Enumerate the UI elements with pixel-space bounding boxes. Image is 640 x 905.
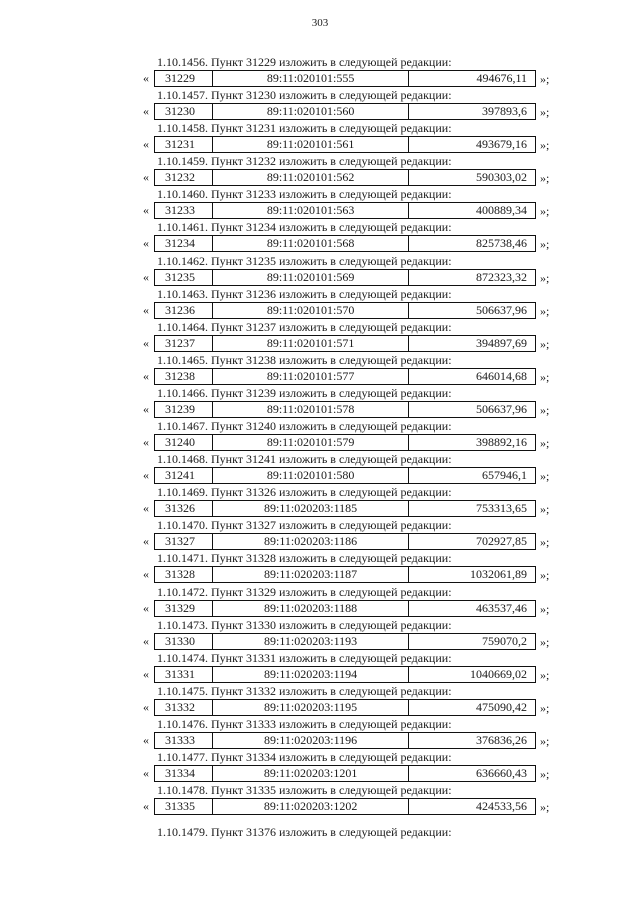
- amendment-heading: 1.10.1466. Пункт 31239 изложить в следующей редакции:: [157, 385, 452, 400]
- cadastral-number-cell: 89:11:020101:560: [213, 104, 409, 119]
- amendment-heading: 1.10.1471. Пункт 31328 изложить в следующей редакции:: [157, 551, 452, 566]
- amendment-item: [0, 618, 640, 651]
- opening-quote: «: [143, 633, 149, 648]
- cadastral-value-cell: 424533,56: [476, 799, 527, 814]
- item-number-cell: 31328: [155, 567, 213, 582]
- item-number-cell: 31239: [155, 402, 213, 417]
- cadastral-value-cell: 400889,34: [476, 203, 527, 218]
- amendment-item: [0, 518, 640, 551]
- item-number-cell: 31327: [155, 534, 213, 549]
- amendment-list: [0, 55, 640, 816]
- record-table-row: [154, 70, 536, 87]
- cadastral-value-cell: 506637,96: [476, 401, 527, 416]
- cadastral-number-cell: 89:11:020101:577: [213, 369, 409, 384]
- closing-quote: »;: [540, 402, 550, 417]
- amendment-item: [0, 551, 640, 584]
- record-table-row: [154, 136, 536, 153]
- opening-quote: «: [143, 666, 149, 681]
- closing-quote: »;: [540, 733, 550, 748]
- amendment-item: [0, 585, 640, 618]
- cadastral-number-cell: 89:11:020203:1201: [213, 766, 409, 781]
- amendment-item: [0, 121, 640, 154]
- closing-quote: »;: [540, 237, 550, 252]
- cadastral-number-cell: 89:11:020101:570: [213, 303, 409, 318]
- item-number-cell: 31232: [155, 170, 213, 185]
- record-table-row: [154, 368, 536, 385]
- cadastral-value-cell: 590303,02: [476, 170, 527, 185]
- record-table-row: [154, 533, 536, 550]
- amendment-heading: 1.10.1462. Пункт 31235 изложить в следующей редакции:: [157, 253, 452, 268]
- cadastral-value-cell: 753313,65: [476, 501, 527, 516]
- opening-quote: «: [143, 468, 149, 483]
- record-table-row: [154, 103, 536, 120]
- closing-quote: »;: [540, 270, 550, 285]
- opening-quote: «: [143, 799, 149, 814]
- item-number-cell: 31238: [155, 369, 213, 384]
- cadastral-number-cell: 89:11:020101:571: [213, 336, 409, 351]
- cadastral-number-cell: 89:11:020203:1196: [213, 733, 409, 748]
- amendment-heading: 1.10.1465. Пункт 31238 изложить в следующей редакции:: [157, 352, 452, 367]
- opening-quote: «: [143, 236, 149, 251]
- cadastral-value-cell: 397893,6: [482, 104, 527, 119]
- closing-quote: »;: [540, 336, 550, 351]
- amendment-item: [0, 88, 640, 121]
- record-table-row: [154, 335, 536, 352]
- amendment-heading: 1.10.1472. Пункт 31329 изложить в следующей редакции:: [157, 584, 452, 599]
- opening-quote: «: [143, 269, 149, 284]
- closing-quote: »;: [540, 700, 550, 715]
- amendment-heading: 1.10.1457. Пункт 31230 изложить в следующей редакции:: [157, 88, 452, 103]
- amendment-item: [0, 750, 640, 783]
- closing-quote: »;: [540, 800, 550, 815]
- closing-quote: »;: [540, 766, 550, 781]
- item-number-cell: 31231: [155, 137, 213, 152]
- opening-quote: «: [143, 699, 149, 714]
- opening-quote: «: [143, 302, 149, 317]
- cadastral-number-cell: 89:11:020101:580: [213, 468, 409, 483]
- cadastral-number-cell: 89:11:020101:562: [213, 170, 409, 185]
- record-table-row: [154, 169, 536, 186]
- record-table-row: [154, 202, 536, 219]
- record-row: [0, 235, 640, 252]
- closing-quote: »;: [540, 502, 550, 517]
- record-row: [0, 500, 640, 517]
- cadastral-value-cell: 493679,16: [476, 137, 527, 152]
- amendment-item: [0, 452, 640, 485]
- opening-quote: «: [143, 401, 149, 416]
- record-row: [0, 732, 640, 749]
- item-number-cell: 31334: [155, 766, 213, 781]
- item-number-cell: 31333: [155, 733, 213, 748]
- closing-quote: »;: [540, 436, 550, 451]
- record-table-row: [154, 500, 536, 517]
- amendment-heading: 1.10.1470. Пункт 31327 изложить в следующей редакции:: [157, 518, 452, 533]
- record-row: [0, 169, 640, 186]
- cadastral-number-cell: 89:11:020203:1202: [213, 799, 409, 814]
- opening-quote: «: [143, 534, 149, 549]
- amendment-item: [0, 220, 640, 253]
- cadastral-value-cell: 506637,96: [476, 302, 527, 317]
- opening-quote: «: [143, 732, 149, 747]
- amendment-item: [0, 254, 640, 287]
- cadastral-value-cell: 1032061,89: [470, 567, 527, 582]
- cadastral-number-cell: 89:11:020203:1193: [213, 634, 409, 649]
- cadastral-number-cell: 89:11:020101:568: [213, 236, 409, 251]
- record-row: [0, 136, 640, 153]
- amendment-heading: 1.10.1476. Пункт 31333 изложить в следующей редакции:: [157, 716, 452, 731]
- cadastral-value-cell: 463537,46: [476, 600, 527, 615]
- cadastral-number-cell: 89:11:020203:1187: [213, 567, 409, 582]
- cadastral-number-cell: 89:11:020101:555: [213, 71, 409, 86]
- record-table-row: [154, 633, 536, 650]
- page-number: 303: [311, 17, 329, 29]
- record-table-row: [154, 732, 536, 749]
- amendment-item: [0, 684, 640, 717]
- record-row: [0, 368, 640, 385]
- amendment-heading: 1.10.1456. Пункт 31229 изложить в следующей редакции:: [157, 55, 452, 69]
- cadastral-number-cell: 89:11:020101:563: [213, 203, 409, 218]
- amendment-item: [0, 55, 640, 88]
- amendment-item: [0, 154, 640, 187]
- record-table-row: [154, 566, 536, 583]
- item-number-cell: 31235: [155, 270, 213, 285]
- cadastral-number-cell: 89:11:020203:1186: [213, 534, 409, 549]
- amendment-heading: 1.10.1478. Пункт 31335 изложить в следующей редакции:: [157, 783, 452, 798]
- closing-quote: »;: [540, 634, 550, 649]
- record-row: [0, 269, 640, 286]
- item-number-cell: 31241: [155, 468, 213, 483]
- amendment-heading: 1.10.1469. Пункт 31326 изложить в следующей редакции:: [157, 485, 452, 500]
- record-table-row: [154, 765, 536, 782]
- record-row: [0, 202, 640, 219]
- amendment-heading: 1.10.1459. Пункт 31232 изложить в следующей редакции:: [157, 154, 452, 169]
- amendment-item: [0, 651, 640, 684]
- item-number-cell: 31237: [155, 336, 213, 351]
- closing-quote: »;: [540, 204, 550, 219]
- cadastral-value-cell: 636660,43: [476, 765, 527, 780]
- record-row: [0, 699, 640, 716]
- opening-quote: «: [143, 104, 149, 119]
- cadastral-number-cell: 89:11:020203:1194: [213, 667, 409, 682]
- amendment-item: [0, 320, 640, 353]
- amendment-item: [0, 287, 640, 320]
- cadastral-number-cell: 89:11:020101:579: [213, 435, 409, 450]
- record-row: [0, 633, 640, 650]
- amendment-item: [0, 717, 640, 750]
- closing-quote: »;: [540, 601, 550, 616]
- amendment-heading: 1.10.1468. Пункт 31241 изложить в следующей редакции:: [157, 452, 452, 467]
- record-row: [0, 798, 640, 815]
- amendment-heading: 1.10.1477. Пункт 31334 изложить в следующей редакции:: [157, 749, 452, 764]
- record-row: [0, 467, 640, 484]
- item-number-cell: 31331: [155, 667, 213, 682]
- closing-quote: »;: [540, 171, 550, 186]
- item-number-cell: 31335: [155, 799, 213, 814]
- record-row: [0, 401, 640, 418]
- item-number-cell: 31233: [155, 203, 213, 218]
- item-number-cell: 31229: [155, 71, 213, 86]
- opening-quote: «: [143, 170, 149, 185]
- record-row: [0, 103, 640, 120]
- record-row: [0, 666, 640, 683]
- cadastral-number-cell: 89:11:020203:1185: [213, 501, 409, 516]
- record-row: [0, 533, 640, 550]
- amendment-heading: 1.10.1458. Пункт 31231 изложить в следующей редакции:: [157, 121, 452, 136]
- amendment-heading: 1.10.1475. Пункт 31332 изложить в следующей редакции:: [157, 683, 452, 698]
- item-number-cell: 31329: [155, 601, 213, 616]
- record-row: [0, 335, 640, 352]
- opening-quote: «: [143, 368, 149, 383]
- closing-quote: »;: [540, 369, 550, 384]
- amendment-item: [0, 187, 640, 220]
- opening-quote: «: [143, 765, 149, 780]
- closing-quote: »;: [540, 667, 550, 682]
- record-table-row: [154, 467, 536, 484]
- cadastral-number-cell: 89:11:020101:569: [213, 270, 409, 285]
- opening-quote: «: [143, 137, 149, 152]
- opening-quote: «: [143, 435, 149, 450]
- opening-quote: «: [143, 567, 149, 582]
- record-table-row: [154, 269, 536, 286]
- cadastral-value-cell: 494676,11: [476, 71, 527, 85]
- cadastral-value-cell: 657946,1: [482, 468, 527, 483]
- closing-quote: »;: [540, 568, 550, 583]
- record-table-row: [154, 600, 536, 617]
- amendment-heading: 1.10.1461. Пункт 31234 изложить в следующей редакции:: [157, 220, 452, 235]
- record-row: [0, 566, 640, 583]
- amendment-heading: 1.10.1463. Пункт 31236 изложить в следующей редакции:: [157, 286, 452, 301]
- record-table-row: [154, 699, 536, 716]
- opening-quote: «: [143, 203, 149, 218]
- cadastral-value-cell: 376836,26: [476, 732, 527, 747]
- record-row: [0, 434, 640, 451]
- cadastral-value-cell: 759070,2: [482, 633, 527, 648]
- cadastral-value-cell: 394897,69: [476, 335, 527, 350]
- closing-quote: »;: [540, 72, 550, 86]
- record-table-row: [154, 798, 536, 815]
- amendment-heading-last: 1.10.1479. Пункт 31376 изложить в следующей редакции:: [157, 825, 452, 839]
- record-row: [0, 765, 640, 782]
- amendment-heading: 1.10.1467. Пункт 31240 изложить в следующей редакции:: [157, 419, 452, 434]
- cadastral-value-cell: 872323,32: [476, 269, 527, 284]
- record-row: [0, 302, 640, 319]
- record-table-row: [154, 235, 536, 252]
- item-number-cell: 31332: [155, 700, 213, 715]
- opening-quote: «: [143, 600, 149, 615]
- amendment-heading: 1.10.1473. Пункт 31330 изложить в следующей редакции:: [157, 617, 452, 632]
- item-number-cell: 31234: [155, 236, 213, 251]
- record-row: [0, 600, 640, 617]
- cadastral-number-cell: 89:11:020101:561: [213, 137, 409, 152]
- cadastral-value-cell: 1040669,02: [470, 666, 527, 681]
- cadastral-value-cell: 702927,85: [476, 534, 527, 549]
- cadastral-number-cell: 89:11:020203:1188: [213, 601, 409, 616]
- item-number-cell: 31236: [155, 303, 213, 318]
- amendment-item: [0, 419, 640, 452]
- closing-quote: »;: [540, 105, 550, 120]
- item-number-cell: 31330: [155, 634, 213, 649]
- amendment-item: [0, 353, 640, 386]
- record-table-row: [154, 401, 536, 418]
- closing-quote: »;: [540, 469, 550, 484]
- cadastral-value-cell: 646014,68: [476, 368, 527, 383]
- opening-quote: «: [143, 71, 149, 85]
- cadastral-value-cell: 475090,42: [476, 699, 527, 714]
- closing-quote: »;: [540, 303, 550, 318]
- record-table-row: [154, 434, 536, 451]
- item-number-cell: 31326: [155, 501, 213, 516]
- opening-quote: «: [143, 501, 149, 516]
- closing-quote: »;: [540, 138, 550, 153]
- amendment-heading: 1.10.1464. Пункт 31237 изложить в следующей редакции:: [157, 319, 452, 334]
- cadastral-value-cell: 825738,46: [476, 236, 527, 251]
- item-number-cell: 31230: [155, 104, 213, 119]
- amendment-heading: 1.10.1474. Пункт 31331 изложить в следующей редакции:: [157, 650, 452, 665]
- record-table-row: [154, 666, 536, 683]
- record-row: [0, 70, 640, 87]
- cadastral-number-cell: 89:11:020203:1195: [213, 700, 409, 715]
- cadastral-number-cell: 89:11:020101:578: [213, 402, 409, 417]
- amendment-item: [0, 485, 640, 518]
- closing-quote: »;: [540, 535, 550, 550]
- amendment-item: [0, 783, 640, 816]
- amendment-item: [0, 386, 640, 419]
- opening-quote: «: [143, 335, 149, 350]
- item-number-cell: 31240: [155, 435, 213, 450]
- record-table-row: [154, 302, 536, 319]
- amendment-heading: 1.10.1460. Пункт 31233 изложить в следующей редакции:: [157, 187, 452, 202]
- cadastral-value-cell: 398892,16: [476, 435, 527, 450]
